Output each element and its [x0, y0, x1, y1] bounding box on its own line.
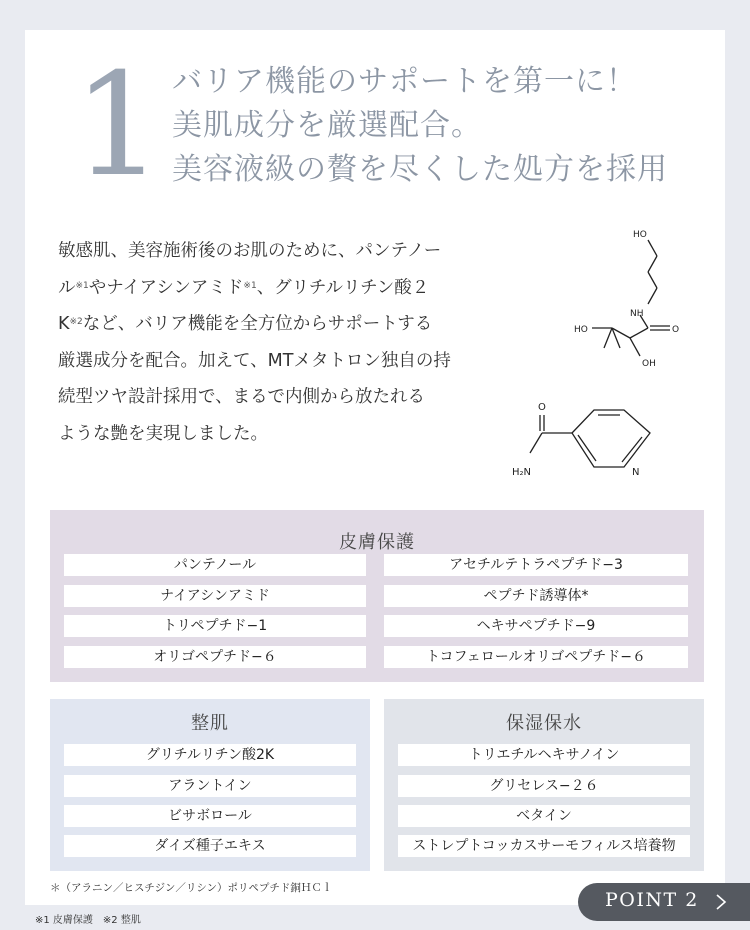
text-segment: ル — [58, 277, 76, 298]
ingredient-item — [64, 585, 366, 607]
moisturizing-panel — [384, 699, 704, 871]
ingredient-item — [398, 835, 690, 857]
ingredient-label: オリゴペプチド−６ — [153, 649, 277, 665]
ingredient-item — [384, 554, 688, 576]
description-line-4: 厳選成分を配合。加えて、MTメタトロン独自の持 — [58, 350, 451, 371]
headline — [172, 60, 668, 192]
panel-title: 皮膚保護 — [339, 532, 415, 553]
section-number: 1 — [73, 43, 164, 208]
ingredient-item — [64, 835, 356, 857]
ingredient-item — [398, 775, 690, 797]
footnote-mark: ※1 — [75, 280, 89, 291]
description-line-2 — [58, 270, 498, 307]
text-segment: やナイアシンアミド — [88, 277, 244, 298]
ingredient-label: ヘキサペプチド−9 — [476, 618, 596, 634]
text-segment: K — [58, 314, 70, 334]
ingredient-item — [64, 615, 366, 637]
panel-title: 整肌 — [191, 713, 229, 734]
description-line-5: 続型ツヤ設計採用で、まるで内側から放たれる — [58, 387, 425, 407]
description — [58, 233, 498, 452]
ingredient-label: ダイズ種子エキス — [154, 838, 266, 854]
headline-line-1: バリア機能のサポートを第一に！ — [172, 64, 637, 99]
ingredient-item — [64, 744, 356, 766]
ingredient-label: ベタイン — [516, 808, 572, 824]
text-segment: 、グリチルリチン酸２ — [256, 277, 430, 298]
ingredient-label: トコフェロールオリゴペプチド−６ — [426, 649, 646, 665]
point-2-button[interactable] — [578, 883, 750, 921]
niacinamide-structure — [510, 395, 670, 499]
ingredient-item — [384, 615, 688, 637]
description-line-3 — [58, 306, 498, 343]
amide-label: H₂N — [512, 467, 532, 478]
ingredient-item — [398, 744, 690, 766]
panel-title: 保湿保水 — [506, 713, 582, 734]
oxygen-label: O — [672, 325, 680, 335]
text-segment: など、バリア機能を全方位からサポートする — [82, 314, 433, 334]
ingredient-item — [398, 805, 690, 827]
ingredient-label: ストレプトコッカスサーモフィルス培養物 — [412, 838, 676, 854]
chevron-right-icon — [715, 894, 727, 910]
skin-protection-panel — [50, 510, 704, 682]
ingredient-label: トリペプチド−1 — [162, 618, 268, 634]
ingredient-item — [384, 646, 688, 668]
ingredient-item — [64, 775, 356, 797]
ingredient-item — [64, 805, 356, 827]
ingredient-label: トリエチルヘキサノイン — [468, 747, 620, 763]
ingredient-label: アセチルテトラペプチド−3 — [449, 557, 623, 573]
ingredient-label: パンテノール — [173, 557, 257, 573]
ingredient-label: ペプチド誘導体* — [483, 588, 589, 604]
marks-footnote: ※1 皮膚保護 ※2 整肌 — [35, 915, 141, 926]
ingredient-label: ビサボロール — [168, 808, 252, 824]
hydroxyl-label: HO — [574, 325, 588, 335]
amine-label: NH — [630, 309, 644, 319]
oxygen-label: O — [538, 402, 546, 413]
hydroxyl-label: OH — [642, 359, 656, 369]
panthenol-structure — [560, 220, 720, 394]
ingredient-item — [64, 554, 366, 576]
footnote-mark: ※2 — [69, 317, 83, 327]
headline-line-3: 美容液級の贅を尽くした処方を採用 — [172, 152, 668, 187]
ingredient-label: グリセレス−２６ — [489, 778, 599, 794]
peptide-footnote: ＊（アラニン／ヒスチジン／リシン）ポリペプチド銅ＨＣｌ — [50, 882, 333, 894]
description-line-6: ような艶を実現しました。 — [58, 423, 268, 444]
description-line-1: 敏感肌、美容施術後のお肌のために、パンテノー — [58, 241, 442, 261]
panthenol-diagram — [560, 220, 720, 390]
ingredient-label: アラントイン — [168, 778, 252, 794]
ingredient-item — [384, 585, 688, 607]
headline-line-2: 美肌成分を厳選配合。 — [172, 108, 482, 143]
ingredient-label: ナイアシンアミド — [160, 588, 270, 604]
skin-conditioning-panel — [50, 699, 370, 871]
ingredient-item — [64, 646, 366, 668]
point-button-label: POINT 2 — [605, 889, 699, 911]
nitrogen-label: N — [632, 467, 640, 478]
ingredient-label: グリチルリチン酸2K — [145, 747, 275, 763]
hydroxyl-label: HO — [633, 230, 647, 240]
footnote-mark: ※1 — [243, 280, 257, 291]
niacinamide-diagram — [510, 395, 670, 495]
